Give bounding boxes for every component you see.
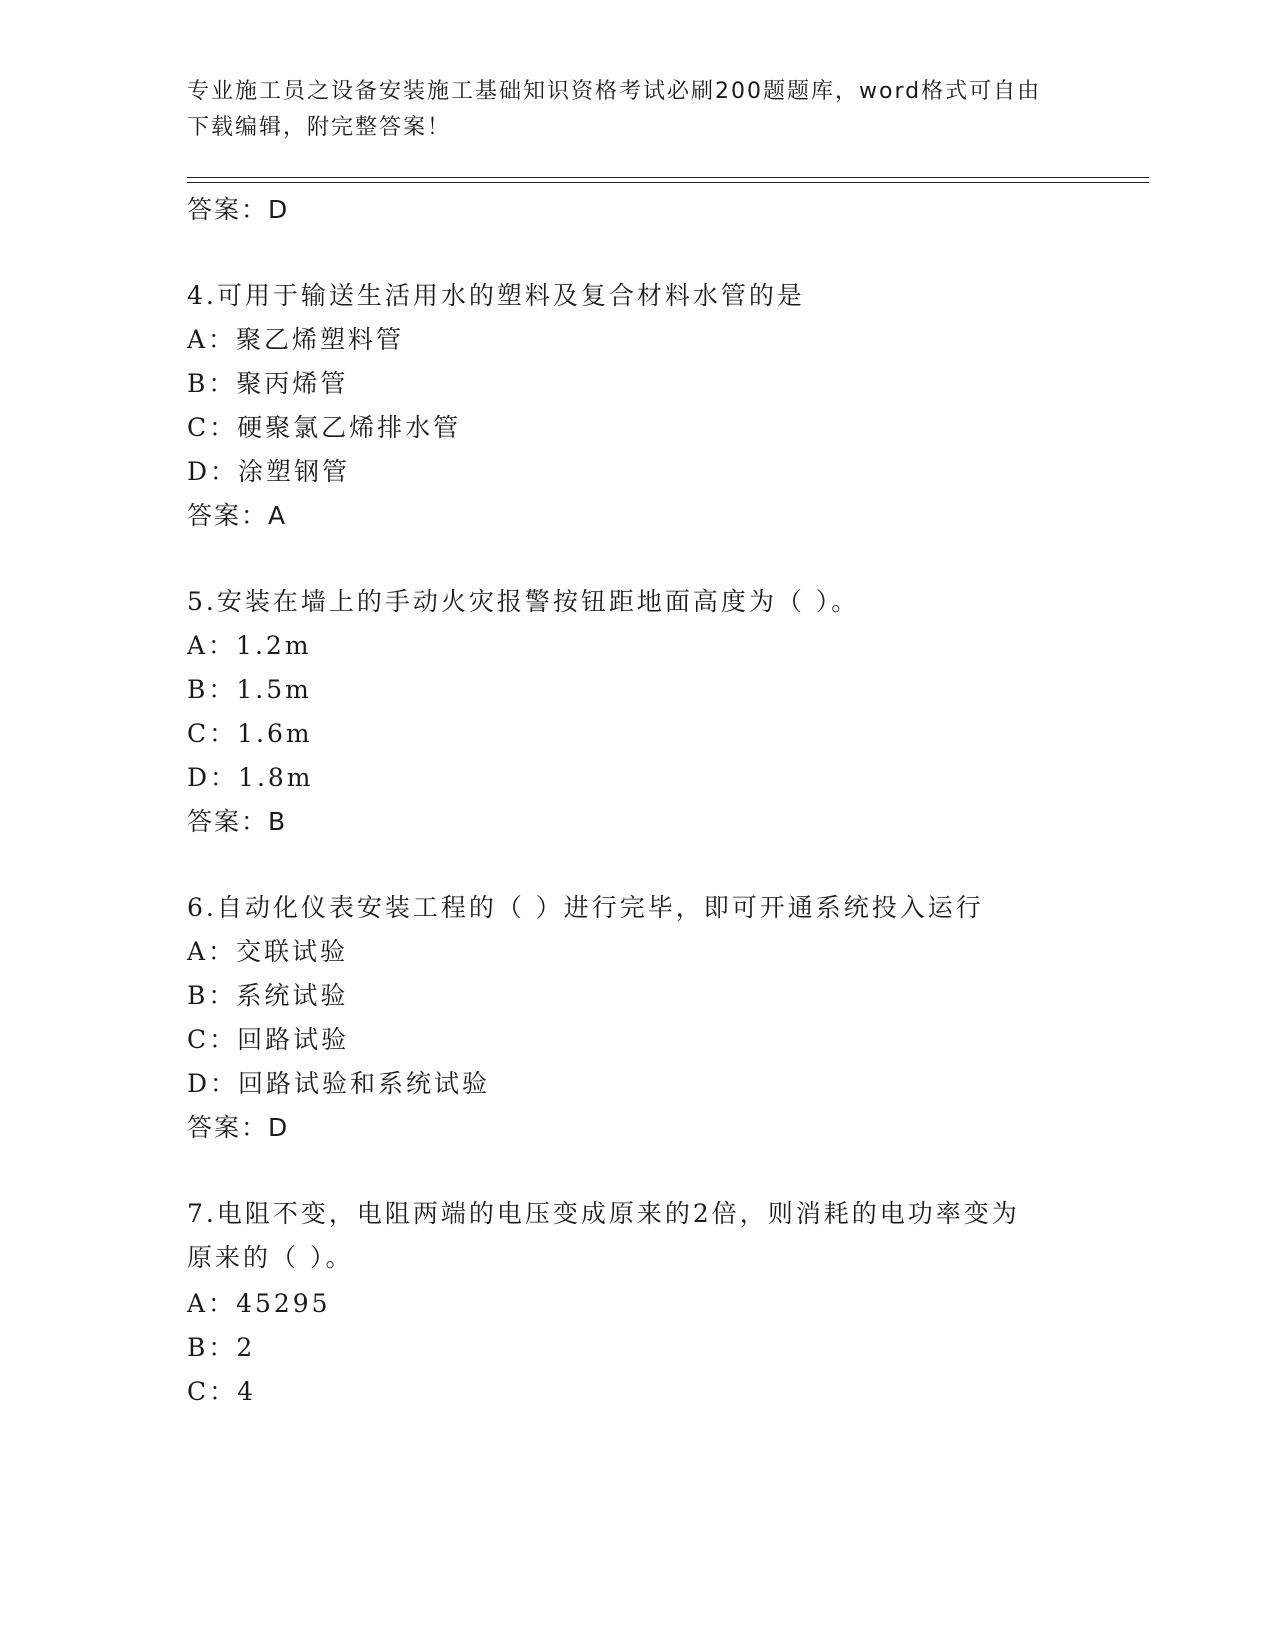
question-5-option-c: C：1.6m [187,719,313,748]
header-divider-top [187,177,1149,178]
question-7-text-line-1: 7.电阻不变，电阻两端的电压变成原来的2倍，则消耗的电功率变为 [187,1199,1020,1228]
question-4-option-b: B：聚丙烯管 [187,369,349,398]
question-6-option-b: B：系统试验 [187,981,349,1010]
question-7-option-c: C：4 [187,1377,257,1406]
question-5-option-b: B：1.5m [187,675,312,704]
question-7-option-a: A：45295 [187,1289,331,1318]
question-6-option-d: D：回路试验和系统试验 [187,1069,491,1098]
question-4-text: 4.可用于输送生活用水的塑料及复合材料水管的是 [187,281,805,310]
question-6-option-c: C：回路试验 [187,1025,350,1054]
question-4-answer: 答案：A [187,501,288,530]
question-5-text: 5.安装在墙上的手动火灾报警按钮距地面高度为（ ）。 [187,587,860,616]
question-4-option-a: A：聚乙烯塑料管 [187,325,405,354]
header-line-1: 专业施工员之设备安装施工基础知识资格考试必刷200题题库，word格式可自由 [187,79,1042,104]
question-5-option-d: D：1.8m [187,763,314,792]
question-5-answer: 答案：B [187,807,288,836]
question-5-option-a: A：1.2m [187,631,312,660]
document-header [187,74,1067,146]
question-4-option-c: C：硬聚氯乙烯排水管 [187,413,462,442]
header-line-2: 下载编辑，附完整答案！ [187,115,452,140]
previous-answer: 答案：D [187,195,290,224]
question-7-text-line-2: 原来的（ ）。 [187,1243,354,1272]
header-divider-bottom [187,182,1149,183]
question-6-text: 6.自动化仪表安装工程的（ ）进行完毕，即可开通系统投入运行 [187,893,984,922]
question-7-option-b: B：2 [187,1333,256,1362]
question-6-answer: 答案：D [187,1113,290,1142]
question-6-option-a: A：交联试验 [187,937,349,966]
question-4-option-d: D：涂塑钢管 [187,457,351,486]
